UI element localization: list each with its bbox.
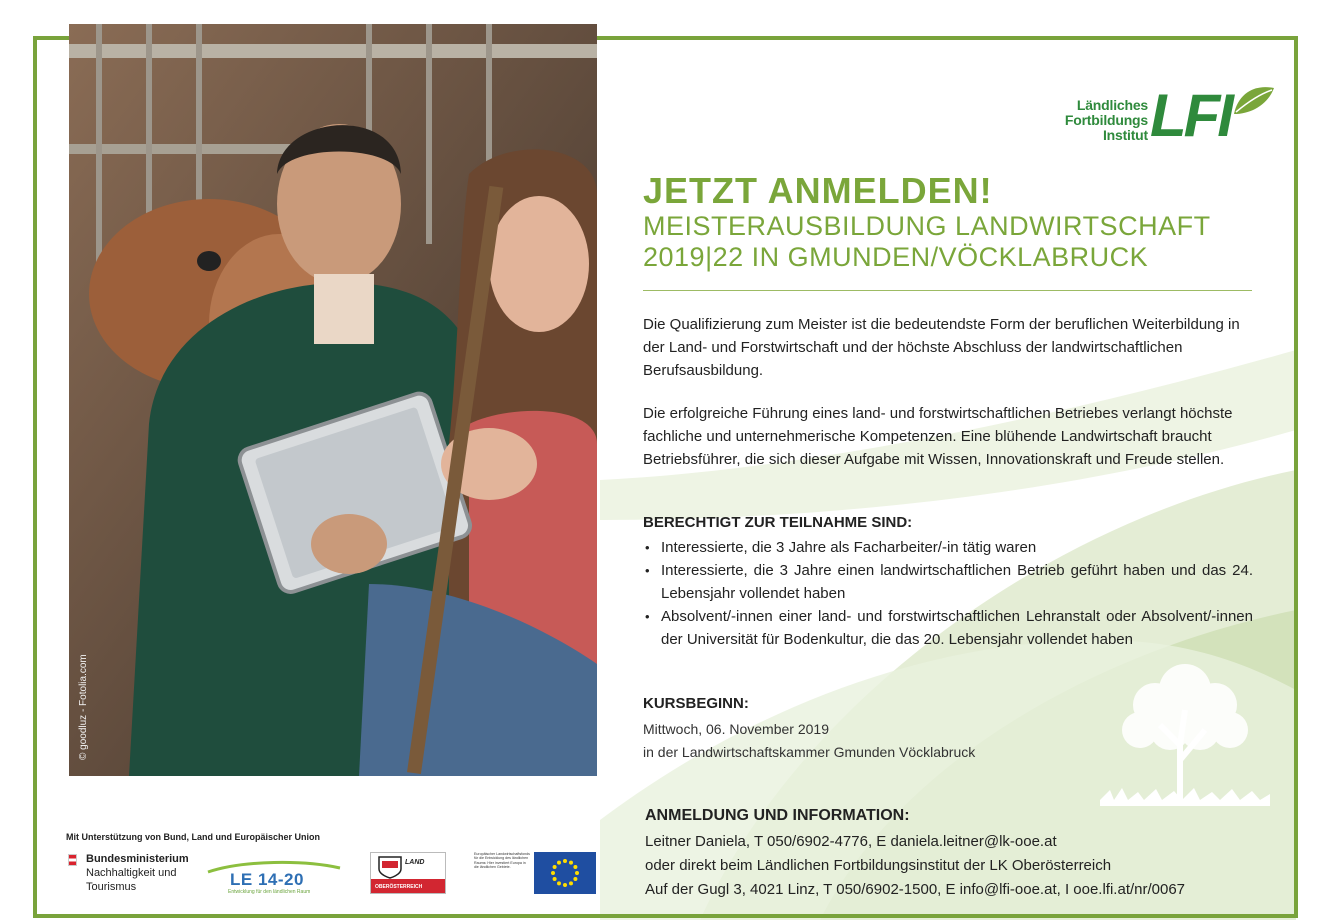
crest-icon	[377, 855, 403, 879]
land-ooe-logo: LAND OBERÖSTERREICH	[370, 852, 446, 894]
eligibility-list	[643, 536, 1253, 651]
course-start-heading: KURSBEGINN:	[643, 695, 749, 712]
contact-line: Auf der Gugl 3, 4021 Linz, T 050/6902-1500, E info@lfi-ooe.at, I ooe.lfi.at/nr/0067	[645, 881, 1186, 898]
eler-text: Europäischer Landwirtschaftsfonds für die Entwicklung des ländlichen Raums: Hier investiert Europa in die ländlichen Gebiete.	[474, 852, 530, 870]
contact-line: Leitner Daniela, T 050/6902-4776, E daniela.leitner@lk-ooe.at	[645, 833, 1057, 850]
divider	[643, 290, 1252, 291]
logo-wordmark: Ländliches Fortbildungs Institut	[1064, 97, 1148, 143]
lfi-logo	[1040, 74, 1275, 154]
contact-heading: ANMELDUNG UND INFORMATION:	[645, 807, 910, 824]
intro-paragraph: Die Qualifizierung zum Meister ist die bedeutendste Form der beruflichen Weiterbildung in der Land- und Forstwirtschaft und der höchste Abschluss der landwirtschaftlichen Berufsausbildung.	[643, 316, 1240, 379]
list-item: • Interessierte, die 3 Jahre einen landwirtschaftlichen Betrieb geführt haben und das 24. Lebensjahr vollendet haben	[643, 559, 1253, 605]
course-location: in der Landwirtschaftskammer Gmunden Vöcklabruck	[643, 744, 976, 760]
eu-flag-icon	[534, 852, 596, 894]
photo-credit: © goodluz - Fotolia.com	[78, 654, 89, 760]
requirements-paragraph: Die erfolgreiche Führung eines land- und forstwirtschaftlichen Betriebes verlangt höchste fachliche und unternehmerische Kompetenzen. Eine blühende Landwirtschaft braucht Betriebsführer, die sich dieser Aufgabe mit Wissen, Innovationskraft und Freude stellen.	[643, 405, 1233, 468]
list-item: • Absolvent/-innen einer land- und forstwirtschaftlichen Lehranstalt oder Absolvent/-innen der Universität für Bodenkultur, die das 20. Lebensjahr vollendet haben	[643, 605, 1253, 651]
eligibility-heading: BERECHTIGT ZUR TEILNAHME SIND:	[643, 514, 913, 531]
ministry-logo	[68, 852, 208, 898]
list-item: • Interessierte, die 3 Jahre als Facharbeiter/-in tätig waren	[643, 536, 1253, 559]
logo-mark: LFI	[1150, 82, 1231, 149]
le-14-20-logo: LE 14-20 Entwicklung für den ländlichen Raum	[204, 858, 344, 898]
headline: JETZT ANMELDEN!	[643, 170, 993, 211]
subheadline: MEISTERAUSBILDUNG LANDWIRTSCHAFT 2019|22 IN GMUNDEN/VÖCKLABRUCK	[643, 211, 1211, 272]
ministry-name: Bundesministerium Nachhaltigkeit und Tourismus	[86, 853, 189, 893]
contact-line: oder direkt beim Ländlichen Fortbildungsinstitut der LK Oberösterreich	[645, 857, 1112, 874]
hero-photo	[69, 24, 597, 776]
tree-icon	[1100, 650, 1270, 806]
leaf-icon	[1230, 78, 1276, 118]
course-date: Mittwoch, 06. November 2019	[643, 721, 829, 737]
contact-info	[645, 830, 1185, 902]
course-start-info	[643, 718, 975, 764]
austria-flag-icon	[68, 854, 77, 866]
support-text: Mit Unterstützung von Bund, Land und Europäischer Union	[66, 832, 320, 842]
